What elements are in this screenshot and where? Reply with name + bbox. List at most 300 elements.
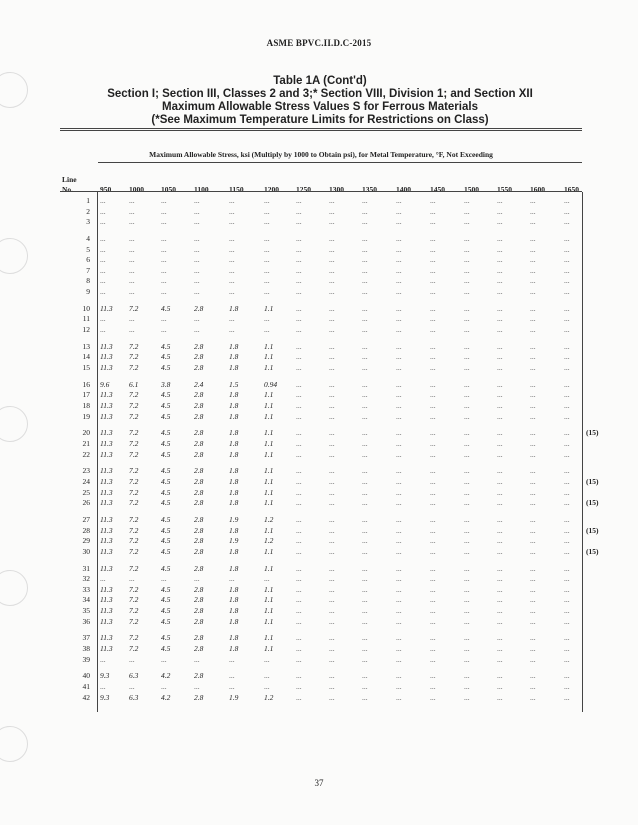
stress-value-cell: 2.8 <box>194 671 204 681</box>
stress-value-cell: ... <box>229 276 235 286</box>
stress-value-cell: ... <box>296 477 302 486</box>
stress-value-cell: ... <box>362 682 368 691</box>
stress-value-cell: 4.5 <box>161 584 171 594</box>
table-row <box>0 466 638 476</box>
stress-value-cell: ... <box>161 196 167 205</box>
stress-value-cell: ... <box>296 363 302 372</box>
stress-value-cell: ... <box>362 379 368 389</box>
stress-value-cell: ... <box>296 276 302 286</box>
stress-value-cell: ... <box>564 574 570 584</box>
table-row <box>0 526 638 536</box>
stress-value-cell: ... <box>296 466 302 476</box>
stress-value-cell: ... <box>264 574 270 584</box>
stress-value-cell: ... <box>430 341 436 351</box>
stress-value-cell: 7.2 <box>129 303 139 313</box>
line-number: 6 <box>86 255 90 265</box>
stress-value-cell: ... <box>329 401 335 410</box>
stress-value-cell: ... <box>464 563 470 573</box>
stress-value-cell: ... <box>329 363 335 372</box>
stress-value-cell: ... <box>497 303 503 313</box>
stress-value-cell: ... <box>430 487 436 497</box>
stress-value-cell: ... <box>362 644 368 653</box>
temperature-header-1650: 1650 <box>564 185 579 194</box>
stress-value-cell: ... <box>497 477 503 486</box>
line-number: 42 <box>82 692 90 702</box>
stress-value-cell: ... <box>464 206 470 216</box>
stress-value-cell: 2.8 <box>194 584 204 594</box>
stress-value-cell: ... <box>264 682 270 691</box>
stress-value-cell: ... <box>430 633 436 643</box>
table-subtitle-3: (*See Maximum Temperature Limits for Restrictions on Class) <box>151 114 489 126</box>
table-subtitle-1: Section I; Section III, Classes 2 and 3;* Section VIII, Division 1; and Section XII <box>107 88 533 100</box>
stress-value-cell: ... <box>296 498 302 508</box>
stress-value-cell: 7.2 <box>129 390 139 400</box>
stress-value-cell: ... <box>129 196 135 205</box>
stress-value-cell: ... <box>530 217 536 227</box>
stress-value-cell: ... <box>564 682 570 691</box>
stress-value-cell: ... <box>564 217 570 227</box>
stress-value-cell: ... <box>329 196 335 205</box>
stress-value-cell: 1.1 <box>264 352 274 362</box>
table-row <box>0 693 638 703</box>
stress-value-cell: ... <box>329 692 335 702</box>
stress-value-cell: ... <box>229 265 235 275</box>
table-row <box>0 515 638 525</box>
stress-value-cell: ... <box>296 563 302 573</box>
stress-value-cell: ... <box>464 255 470 265</box>
stress-value-cell: ... <box>430 287 436 296</box>
stress-value-cell: ... <box>229 682 235 691</box>
stress-value-cell: ... <box>430 234 436 243</box>
stress-value-cell: ... <box>530 525 536 535</box>
stress-value-cell: ... <box>497 654 503 664</box>
stress-value-cell: ... <box>430 477 436 486</box>
table-row <box>0 287 638 297</box>
stress-value-cell: ... <box>530 287 536 296</box>
stress-value-cell: ... <box>161 314 167 324</box>
stress-value-cell: ... <box>129 325 135 334</box>
stress-value-cell: ... <box>264 287 270 296</box>
stress-value-cell: 7.2 <box>129 498 139 508</box>
stress-value-cell: 1.1 <box>264 449 274 459</box>
stress-value-cell: ... <box>362 244 368 254</box>
stress-value-cell: 4.5 <box>161 449 171 459</box>
stress-value-cell: 4.5 <box>161 428 171 438</box>
stress-value-cell: ... <box>194 574 200 584</box>
stress-value-cell: ... <box>296 234 302 243</box>
stress-value-cell: ... <box>396 234 402 243</box>
stress-value-cell: ... <box>329 671 335 681</box>
table-row <box>0 671 638 681</box>
table-row <box>0 304 638 314</box>
stress-value-cell: 7.2 <box>129 352 139 362</box>
stress-value-cell: ... <box>430 671 436 681</box>
stress-value-cell: ... <box>530 411 536 421</box>
stress-value-cell: 7.2 <box>129 616 139 626</box>
stress-value-cell: ... <box>396 633 402 643</box>
stress-value-cell: ... <box>229 287 235 296</box>
stress-value-cell: ... <box>129 574 135 584</box>
stress-value-cell: ... <box>430 515 436 524</box>
stress-value-cell: ... <box>497 466 503 476</box>
table-row <box>0 585 638 595</box>
stress-value-cell: 1.8 <box>229 428 239 438</box>
stress-value-cell: ... <box>100 682 106 691</box>
stress-value-cell: ... <box>430 363 436 372</box>
stress-value-cell: ... <box>564 498 570 508</box>
stress-value-cell: ... <box>497 498 503 508</box>
stress-value-cell: ... <box>329 644 335 653</box>
stress-value-cell: 2.8 <box>194 341 204 351</box>
stress-value-cell: 4.5 <box>161 563 171 573</box>
line-number: 28 <box>82 525 90 535</box>
stress-value-cell: ... <box>564 546 570 556</box>
stress-value-cell: ... <box>497 276 503 286</box>
stress-value-cell: ... <box>430 325 436 334</box>
stress-value-cell: 7.2 <box>129 401 139 410</box>
stress-value-cell: 1.1 <box>264 525 274 535</box>
stress-value-cell: ... <box>362 633 368 643</box>
stress-value-cell: ... <box>497 671 503 681</box>
line-number: 31 <box>82 563 90 573</box>
stress-value-cell: ... <box>430 276 436 286</box>
stress-value-cell: ... <box>497 584 503 594</box>
stress-value-cell: ... <box>396 671 402 681</box>
table-row <box>0 314 638 324</box>
stress-value-cell: 4.5 <box>161 525 171 535</box>
stress-value-cell: 11.3 <box>100 525 113 535</box>
stress-value-cell: 11.3 <box>100 390 113 400</box>
stress-value-cell: ... <box>530 477 536 486</box>
stress-value-cell: ... <box>100 325 106 334</box>
line-number: 13 <box>82 341 90 351</box>
stress-value-cell: 7.2 <box>129 584 139 594</box>
stress-value-cell: 4.5 <box>161 466 171 476</box>
stress-value-cell: 11.3 <box>100 401 113 410</box>
stress-value-cell: ... <box>296 671 302 681</box>
stress-value-cell: 1.1 <box>264 498 274 508</box>
stress-value-cell: 4.5 <box>161 303 171 313</box>
stress-value-cell: ... <box>564 654 570 664</box>
stress-value-cell: ... <box>229 196 235 205</box>
stress-value-cell: ... <box>396 584 402 594</box>
stress-value-cell: ... <box>296 265 302 275</box>
stress-value-cell: 4.5 <box>161 606 171 615</box>
stress-value-cell: ... <box>161 265 167 275</box>
stress-value-cell: ... <box>194 314 200 324</box>
stress-value-cell: ... <box>396 352 402 362</box>
stress-value-cell: ... <box>296 536 302 546</box>
stress-value-cell: ... <box>530 584 536 594</box>
stress-value-cell: ... <box>329 206 335 216</box>
stress-value-cell: ... <box>296 595 302 605</box>
stress-value-cell: 11.3 <box>100 606 113 615</box>
stress-value-cell: ... <box>296 401 302 410</box>
stress-value-cell: ... <box>362 595 368 605</box>
table-row <box>0 606 638 616</box>
stress-value-cell: 11.3 <box>100 363 113 372</box>
stress-value-cell: 4.5 <box>161 363 171 372</box>
stress-value-cell: ... <box>362 477 368 486</box>
stress-value-cell: ... <box>396 546 402 556</box>
stress-value-cell: 4.5 <box>161 546 171 556</box>
stress-value-cell: ... <box>129 206 135 216</box>
title-rule <box>60 128 582 129</box>
table-row <box>0 450 638 460</box>
stress-value-cell: 2.8 <box>194 525 204 535</box>
stress-value-cell: 11.3 <box>100 303 113 313</box>
stress-value-cell: 2.8 <box>194 692 204 702</box>
stress-value-cell: 1.1 <box>264 401 274 410</box>
stress-value-cell: ... <box>264 234 270 243</box>
table-row <box>0 325 638 335</box>
stress-value-cell: 11.3 <box>100 477 113 486</box>
stress-value-cell: ... <box>362 563 368 573</box>
stress-value-cell: ... <box>329 595 335 605</box>
stress-value-cell: ... <box>296 217 302 227</box>
stress-value-cell: ... <box>530 234 536 243</box>
stress-value-cell: ... <box>396 616 402 626</box>
table-row <box>0 655 638 665</box>
stress-value-cell: ... <box>396 325 402 334</box>
stress-value-cell: 2.4 <box>194 379 204 389</box>
stress-value-cell: ... <box>396 411 402 421</box>
stress-value-cell: 4.5 <box>161 515 171 524</box>
stress-value-cell: ... <box>497 379 503 389</box>
stress-value-cell: ... <box>396 498 402 508</box>
stress-value-cell: 1.1 <box>264 303 274 313</box>
stress-value-cell: ... <box>430 390 436 400</box>
stress-value-cell: ... <box>564 595 570 605</box>
stress-value-cell: 4.5 <box>161 477 171 486</box>
stress-value-cell: ... <box>296 255 302 265</box>
table-row <box>0 352 638 362</box>
stress-value-cell: ... <box>564 352 570 362</box>
temperature-header-1150: 1150 <box>229 185 244 194</box>
stress-value-cell: ... <box>497 595 503 605</box>
stress-value-cell: ... <box>161 654 167 664</box>
stress-value-cell: ... <box>564 325 570 334</box>
stress-value-cell: ... <box>430 352 436 362</box>
stress-value-cell: ... <box>396 341 402 351</box>
stress-value-cell: ... <box>396 644 402 653</box>
stress-value-cell: 4.5 <box>161 401 171 410</box>
stress-value-cell: ... <box>464 498 470 508</box>
stress-value-cell: 4.5 <box>161 411 171 421</box>
temperature-header-950: 950 <box>100 185 112 194</box>
stress-value-cell: 1.1 <box>264 487 274 497</box>
stress-value-cell: 2.8 <box>194 563 204 573</box>
stress-value-cell: 7.2 <box>129 477 139 486</box>
stress-value-cell: ... <box>564 379 570 389</box>
stress-value-cell: ... <box>530 206 536 216</box>
stress-value-cell: ... <box>264 244 270 254</box>
stress-value-cell: ... <box>229 244 235 254</box>
stress-value-cell: ... <box>564 606 570 615</box>
stress-value-cell: ... <box>464 616 470 626</box>
stress-value-cell: ... <box>329 633 335 643</box>
stress-value-cell: ... <box>497 439 503 448</box>
stress-value-cell: ... <box>530 616 536 626</box>
stress-value-cell: 11.3 <box>100 341 113 351</box>
stress-value-cell: ... <box>564 466 570 476</box>
stress-value-cell: ... <box>396 276 402 286</box>
stress-value-cell: 11.3 <box>100 449 113 459</box>
stress-value-cell: 1.9 <box>229 692 239 702</box>
stress-value-cell: ... <box>464 217 470 227</box>
stress-value-cell: ... <box>264 206 270 216</box>
stress-value-cell: ... <box>264 265 270 275</box>
stress-value-cell: 2.8 <box>194 466 204 476</box>
table-row <box>0 547 638 557</box>
stress-value-cell: ... <box>296 303 302 313</box>
stress-value-cell: ... <box>329 449 335 459</box>
stress-value-cell: ... <box>296 244 302 254</box>
line-number: 9 <box>86 287 90 296</box>
stress-value-cell: ... <box>396 428 402 438</box>
stress-subheading: Maximum Allowable Stress, ksi (Multiply by 1000 to Obtain psi), for Metal Temperature, °F, Not Exceeding <box>149 150 493 159</box>
stress-value-cell: 6.1 <box>129 379 139 389</box>
stress-value-cell: ... <box>530 536 536 546</box>
stress-value-cell: ... <box>362 206 368 216</box>
stress-value-cell: 1.8 <box>229 411 239 421</box>
stress-value-cell: ... <box>497 633 503 643</box>
line-number: 26 <box>82 498 90 508</box>
stress-value-cell: ... <box>530 692 536 702</box>
stress-value-cell: ... <box>396 244 402 254</box>
stress-value-cell: 7.2 <box>129 644 139 653</box>
stress-value-cell: ... <box>362 217 368 227</box>
stress-value-cell: ... <box>229 234 235 243</box>
table-row <box>0 363 638 373</box>
stress-value-cell: 7.2 <box>129 487 139 497</box>
stress-value-cell: 2.8 <box>194 363 204 372</box>
stress-value-cell: ... <box>396 449 402 459</box>
stress-value-cell: ... <box>396 314 402 324</box>
stress-value-cell: ... <box>296 692 302 702</box>
stress-value-cell: ... <box>362 390 368 400</box>
stress-value-cell: ... <box>362 439 368 448</box>
stress-value-cell: ... <box>530 314 536 324</box>
stress-value-cell: ... <box>264 255 270 265</box>
stress-value-cell: ... <box>530 439 536 448</box>
line-number: 34 <box>82 595 90 605</box>
stress-value-cell: ... <box>564 633 570 643</box>
stress-value-cell: ... <box>530 325 536 334</box>
table-row <box>0 401 638 411</box>
stress-value-cell: ... <box>430 449 436 459</box>
stress-value-cell: ... <box>430 584 436 594</box>
stress-value-cell: ... <box>100 244 106 254</box>
stress-value-cell: ... <box>464 265 470 275</box>
temperature-header-1300: 1300 <box>329 185 344 194</box>
stress-value-cell: ... <box>497 546 503 556</box>
stress-value-cell: ... <box>564 515 570 524</box>
punch-hole <box>0 72 28 108</box>
stress-value-cell: ... <box>530 401 536 410</box>
stress-value-cell: ... <box>430 498 436 508</box>
stress-value-cell: 2.8 <box>194 536 204 546</box>
stress-value-cell: ... <box>497 341 503 351</box>
stress-value-cell: 11.3 <box>100 584 113 594</box>
stress-value-cell: ... <box>362 276 368 286</box>
line-number: 41 <box>82 682 90 691</box>
table-row <box>0 266 638 276</box>
stress-value-cell: ... <box>329 265 335 275</box>
stress-value-cell: ... <box>296 287 302 296</box>
stress-value-cell: 1.5 <box>229 379 239 389</box>
stress-value-cell: 1.8 <box>229 303 239 313</box>
stress-value-cell: 2.8 <box>194 401 204 410</box>
stress-value-cell: ... <box>530 363 536 372</box>
stress-value-cell: 1.9 <box>229 515 239 524</box>
stress-value-cell: ... <box>497 449 503 459</box>
stress-value-cell: ... <box>464 671 470 681</box>
stress-value-cell: ... <box>264 276 270 286</box>
stress-value-cell: ... <box>497 325 503 334</box>
stress-value-cell: 11.3 <box>100 515 113 524</box>
stress-value-cell: ... <box>264 217 270 227</box>
stress-value-cell: 7.2 <box>129 563 139 573</box>
stress-value-cell: ... <box>296 525 302 535</box>
table-row <box>0 536 638 546</box>
stress-value-cell: ... <box>430 401 436 410</box>
stress-value-cell: ... <box>430 616 436 626</box>
stress-value-cell: ... <box>100 217 106 227</box>
stress-value-cell: 1.8 <box>229 606 239 615</box>
stress-value-cell: ... <box>464 515 470 524</box>
stress-value-cell: ... <box>497 244 503 254</box>
row-note: (15) <box>586 477 599 486</box>
line-number: 37 <box>82 633 90 643</box>
stress-value-cell: 4.5 <box>161 595 171 605</box>
stress-value-cell: ... <box>430 563 436 573</box>
stress-value-cell: ... <box>194 255 200 265</box>
line-number: 27 <box>82 515 90 524</box>
stress-value-cell: ... <box>564 487 570 497</box>
stress-value-cell: 7.2 <box>129 515 139 524</box>
stress-value-cell: ... <box>129 265 135 275</box>
stress-value-cell: ... <box>530 379 536 389</box>
stress-value-cell: 11.3 <box>100 498 113 508</box>
stress-value-cell: ... <box>362 606 368 615</box>
stress-value-cell: 7.2 <box>129 411 139 421</box>
stress-value-cell: ... <box>530 255 536 265</box>
stress-value-cell: ... <box>229 206 235 216</box>
stress-value-cell: ... <box>362 546 368 556</box>
stress-value-cell: 1.8 <box>229 644 239 653</box>
stress-value-cell: 2.8 <box>194 390 204 400</box>
stress-value-cell: ... <box>396 563 402 573</box>
stress-value-cell: ... <box>564 255 570 265</box>
line-number: 24 <box>82 477 90 486</box>
temperature-header-1200: 1200 <box>264 185 279 194</box>
stress-value-cell: ... <box>497 563 503 573</box>
stress-value-cell: ... <box>497 644 503 653</box>
temperature-header-1250: 1250 <box>296 185 311 194</box>
stress-value-cell: ... <box>194 276 200 286</box>
stress-value-cell: 7.2 <box>129 449 139 459</box>
stress-value-cell: 11.3 <box>100 644 113 653</box>
stress-value-cell: ... <box>564 287 570 296</box>
stress-value-cell: ... <box>396 606 402 615</box>
stress-value-cell: ... <box>530 595 536 605</box>
stress-value-cell: 7.2 <box>129 439 139 448</box>
stress-value-cell: ... <box>296 341 302 351</box>
stress-value-cell: ... <box>296 325 302 334</box>
stress-value-cell: ... <box>497 352 503 362</box>
stress-value-cell: ... <box>329 390 335 400</box>
